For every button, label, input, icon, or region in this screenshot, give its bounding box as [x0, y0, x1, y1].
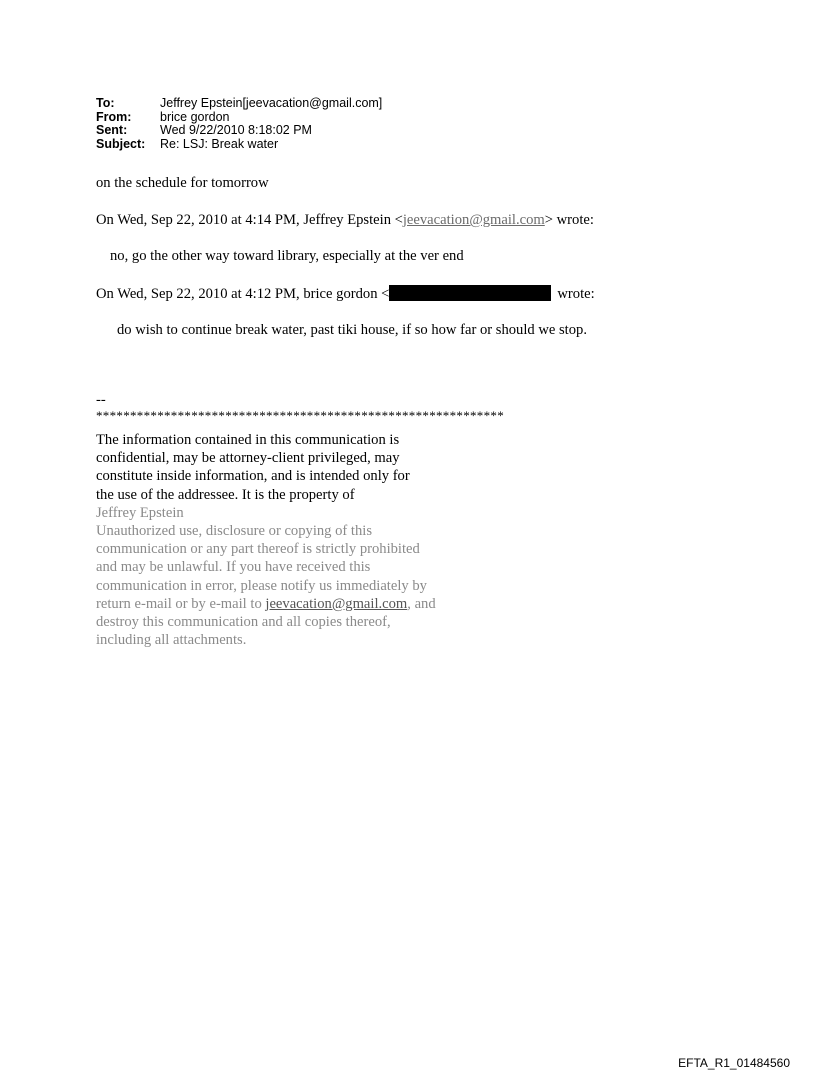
from-label: From: — [96, 109, 132, 124]
document-id: EFTA_R1_01484560 — [678, 1056, 790, 1070]
quote2-attribution — [96, 285, 595, 303]
to-label: To: — [96, 96, 115, 110]
reply-text: on the schedule for tomorrow — [96, 175, 269, 191]
quote1-email-link[interactable]: jeevacation@gmail.com — [402, 212, 545, 228]
disclaimer-line-prefix: return e-mail or by e-mail to — [96, 595, 266, 612]
signature-dashes: -- — [96, 392, 106, 408]
disclaimer-line-suffix: , and — [407, 595, 436, 612]
to-value: Jeffrey Epstein[jeevacation@gmail.com] — [160, 96, 383, 110]
disclaimer-line: destroy this communication and all copies thereof, — [96, 614, 391, 631]
disclaimer-line: Jeffrey Epstein — [96, 504, 184, 521]
disclaimer-line: The information contained in this communication is — [96, 432, 400, 448]
from-value: brice gordon — [160, 109, 230, 124]
quote1-attribution — [96, 212, 594, 229]
disclaimer-line: and may be unlawful. If you have received this — [96, 559, 371, 576]
disclaimer-line: constitute inside information, and is intended only for — [96, 468, 410, 485]
disclaimer-line: Unauthorized use, disclosure or copying of this — [96, 523, 373, 540]
disclaimer-line: communication or any part thereof is strictly prohibited — [96, 541, 420, 558]
subject-row — [96, 138, 382, 152]
signature-stars: ************************************************************ — [96, 408, 504, 423]
quote2-text: do wish to continue break water, past tiki house, if so how far or should we stop. — [117, 322, 587, 338]
email-header — [96, 97, 382, 151]
confidentiality-disclaimer — [96, 431, 436, 649]
sent-label: Sent: — [96, 123, 128, 138]
sent-row — [96, 124, 382, 138]
quote1-prefix: On Wed, Sep 22, 2010 at 4:14 PM, Jeffrey Epstein < — [96, 212, 403, 228]
quote2-suffix: wrote: — [557, 286, 595, 302]
redaction-bar — [389, 285, 551, 301]
sent-value: Wed 9/22/2010 8:18:02 PM — [160, 123, 312, 138]
disclaimer-line: the use of the addressee. It is the property of — [96, 486, 355, 503]
disclaimer-line: including all attachments. — [96, 632, 247, 649]
disclaimer-line — [96, 595, 436, 613]
quote2-prefix: On Wed, Sep 22, 2010 at 4:12 PM, brice gordon < — [96, 286, 390, 302]
from-row — [96, 111, 382, 125]
quote1-text: no, go the other way toward library, especially at the ver end — [110, 248, 464, 264]
disclaimer-line: communication in error, please notify us immediately by — [96, 577, 427, 594]
quote1-suffix: > wrote: — [544, 212, 594, 228]
subject-label: Subject: — [96, 136, 146, 151]
to-row — [96, 97, 382, 111]
subject-value: Re: LSJ: Break water — [160, 136, 279, 151]
disclaimer-line: confidential, may be attorney-client privileged, may — [96, 450, 400, 467]
disclaimer-email-link[interactable]: jeevacation@gmail.com — [265, 595, 408, 612]
